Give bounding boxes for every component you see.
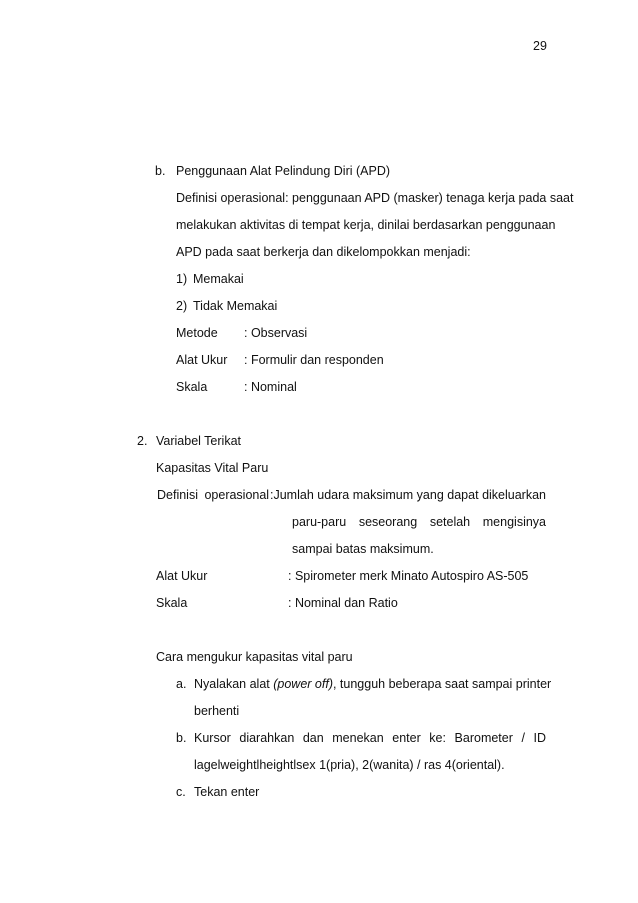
field-label-skala: Skala: [156, 596, 188, 610]
section-b-definition-line-3: APD pada saat berkerja dan dikelompokkan menjadi:: [176, 245, 471, 259]
step-c-line-1: Tekan enter: [194, 785, 260, 799]
field-value-skala: : Nominal: [244, 380, 297, 394]
page-number: 29: [533, 39, 547, 53]
field-label-alat-ukur: Alat Ukur: [176, 353, 228, 367]
category-text: Memakai: [193, 272, 244, 286]
field-label-metode: Metode: [176, 326, 218, 340]
field-value-metode: : Observasi: [244, 326, 308, 340]
step-a-text-rest: , tungguh beberapa saat sampai printer: [332, 677, 552, 691]
field-label-alat-ukur: Alat Ukur: [156, 569, 208, 583]
step-a-italic-text: (power off): [273, 677, 333, 691]
definition-line-3: sampai batas maksimum.: [292, 542, 434, 556]
step-marker: b.: [176, 731, 187, 745]
section-2-marker: 2.: [137, 434, 148, 448]
section-b-heading: Penggunaan Alat Pelindung Diri (APD): [176, 164, 391, 178]
definition-line-2: paru-paru seseorang setelah mengisinya: [292, 515, 546, 529]
step-marker: c.: [176, 785, 186, 799]
category-text: Tidak Memakai: [193, 299, 278, 313]
step-a-line-2: berhenti: [194, 704, 240, 718]
field-value-skala: : Nominal dan Ratio: [288, 596, 398, 610]
section-b-definition-line-2: melakukan aktivitas di tempat kerja, dinilai berdasarkan penggunaan: [176, 218, 556, 232]
section-2-subheading: Kapasitas Vital Paru: [156, 461, 269, 475]
step-a-text: Nyalakan alat: [194, 677, 270, 691]
section-2-heading: Variabel Terikat: [156, 434, 241, 448]
field-value-alat-ukur: : Spirometer merk Minato Autospiro AS-505: [288, 569, 529, 583]
field-value-alat-ukur: : Formulir dan responden: [244, 353, 384, 367]
procedure-heading: Cara mengukur kapasitas vital paru: [156, 650, 353, 664]
category-marker: 1): [176, 272, 188, 286]
section-b-definition-line-1: Definisi operasional: penggunaan APD (masker) tenaga kerja pada saat: [176, 191, 574, 205]
step-b-line-1: Kursor diarahkan dan menekan enter ke: Barometer / ID: [194, 731, 546, 745]
category-marker: 2): [176, 299, 188, 313]
section-b-marker: b.: [155, 164, 166, 178]
field-label-skala: Skala: [176, 380, 208, 394]
step-a-line-1: [194, 676, 552, 692]
definition-label: Definisi operasional: [157, 488, 270, 502]
step-marker: a.: [176, 677, 187, 691]
step-b-line-2: lagelweightlheightlsex 1(pria), 2(wanita) / ras 4(oriental).: [194, 758, 505, 772]
definition-line-1: :Jumlah udara maksimum yang dapat dikeluarkan: [270, 488, 546, 502]
